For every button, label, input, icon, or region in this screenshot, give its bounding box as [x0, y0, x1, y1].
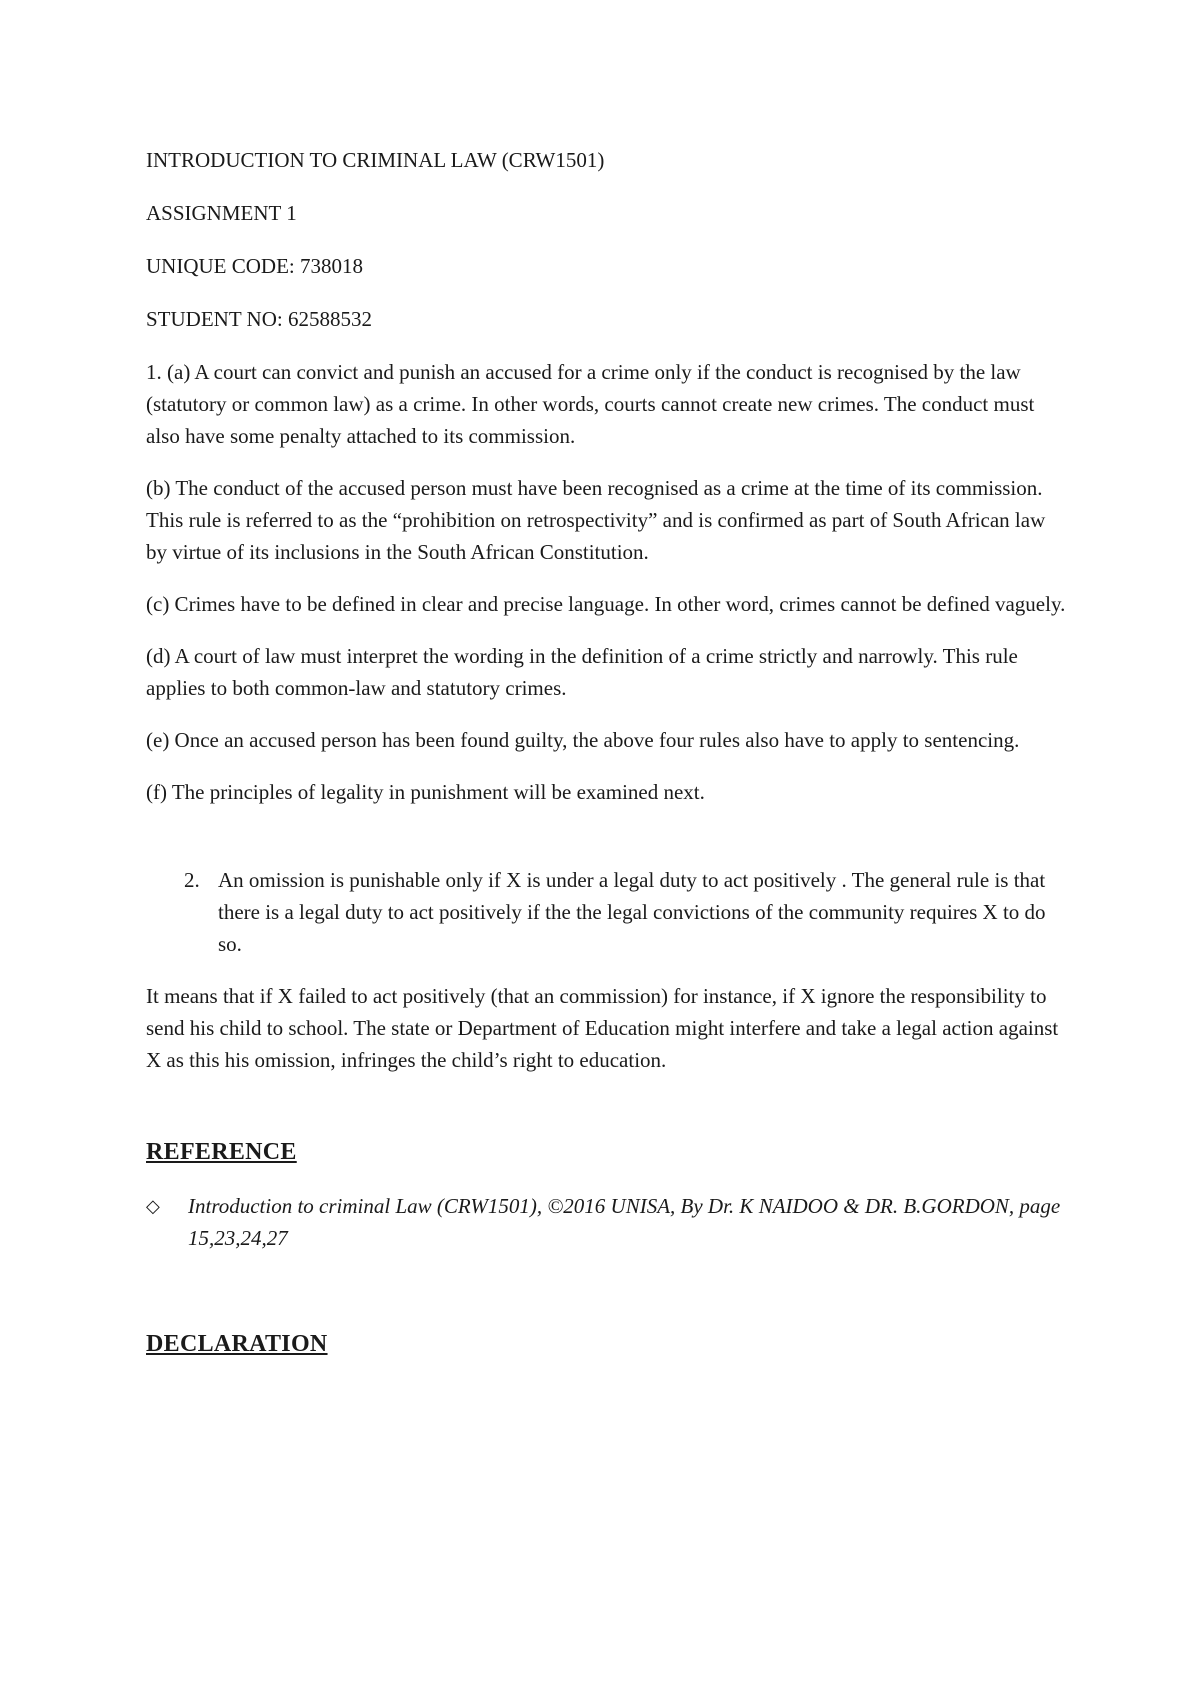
reference-item — [146, 1190, 1066, 1254]
question-1c: (c) Crimes have to be defined in clear and precise language. In other word, crimes cannot be defined vaguely. — [146, 592, 1066, 616]
document-content — [146, 144, 1066, 1360]
question-1e: (e) Once an accused person has been found guilty, the above four rules also have to apply to sentencing. — [146, 728, 1020, 752]
reference-heading: REFERENCE — [146, 1139, 297, 1165]
question-1a: 1. (a) A court can convict and punish an accused for a crime only if the conduct is recognised by the law (statutory or common law) as a crime. In other words, courts cannot create new crimes. The conduct must also have some penalty attached to its commission. — [146, 360, 1035, 448]
question-2-number: 2. — [184, 868, 200, 892]
question-1d: (d) A court of law must interpret the wording in the definition of a crime strictly and narrowly. This rule applies to both common-law and statutory crimes. — [146, 644, 1018, 700]
unique-code: UNIQUE CODE: 738018 — [146, 254, 363, 278]
question-2-explanation: It means that if X failed to act positively (that an commission) for instance, if X ignore the responsibility to send his child to school. The state or Department of Education might interfere and take a legal action against X as this his omission, infringes the child’s right to education. — [146, 984, 1059, 1072]
reference-citation: Introduction to criminal Law (CRW1501), ©2016 UNISA, By Dr. K NAIDOO & DR. B.GORDON, page 15,23,24,27 — [188, 1194, 1061, 1250]
question-1b: (b) The conduct of the accused person must have been recognised as a crime at the time of its commission. This rule is referred to as the “prohibition on retrospectivity” and is confirmed as part of South African law by virtue of its inclusions in the South African Constitution. — [146, 476, 1046, 564]
question-1f: (f) The principles of legality in punishment will be examined next. — [146, 780, 705, 804]
declaration-heading: DECLARATION — [146, 1331, 328, 1357]
question-2-item — [184, 864, 1066, 960]
student-number: STUDENT NO: 62588532 — [146, 307, 372, 331]
diamond-bullet-icon: ◇ — [146, 1196, 160, 1216]
section-spacer — [146, 828, 1066, 864]
course-title: INTRODUCTION TO CRIMINAL LAW (CRW1501) — [146, 148, 605, 172]
assignment-label: ASSIGNMENT 1 — [146, 201, 297, 225]
question-2-text: An omission is punishable only if X is under a legal duty to act positively . The general rule is that there is a legal duty to act positively if the the legal convictions of the community requires X to do so. — [218, 868, 1046, 956]
